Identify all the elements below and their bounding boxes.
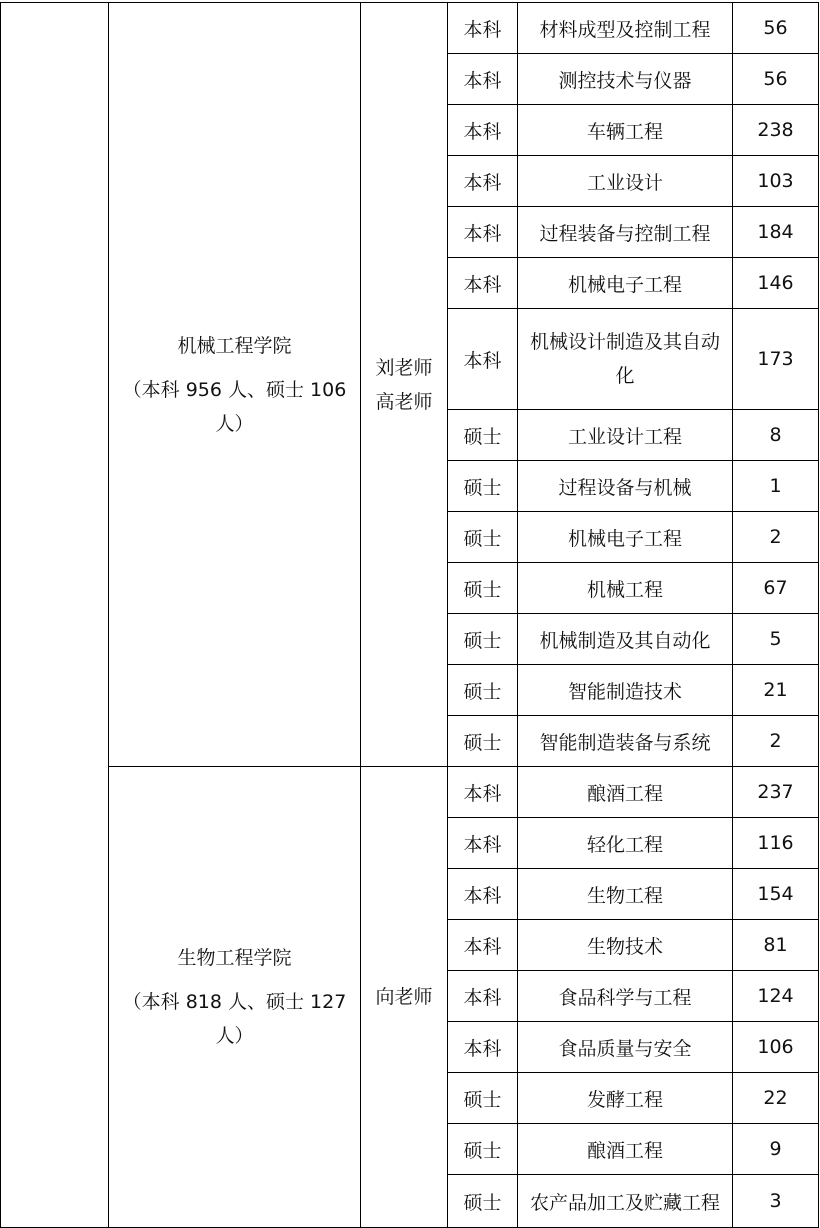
major-cell: 智能制造装备与系统 [518, 716, 733, 767]
count-cell: 56 [733, 54, 819, 105]
degree-cell: 本科 [448, 920, 518, 971]
major-cell: 过程设备与机械 [518, 461, 733, 512]
count-cell: 124 [733, 971, 819, 1022]
count-cell: 146 [733, 258, 819, 309]
major-cell: 机械电子工程 [518, 512, 733, 563]
degree-cell: 硕士 [448, 410, 518, 461]
degree-cell: 硕士 [448, 1124, 518, 1175]
major-cell: 酿酒工程 [518, 1124, 733, 1175]
major-cell: 机械电子工程 [518, 258, 733, 309]
count-cell: 106 [733, 1022, 819, 1073]
degree-cell: 本科 [448, 156, 518, 207]
major-cell: 食品质量与安全 [518, 1022, 733, 1073]
contact-cell [361, 767, 448, 1228]
degree-cell: 本科 [448, 309, 518, 410]
count-cell: 173 [733, 309, 819, 410]
count-cell: 3 [733, 1175, 819, 1228]
count-cell: 67 [733, 563, 819, 614]
major-cell: 食品科学与工程 [518, 971, 733, 1022]
major-cell: 轻化工程 [518, 818, 733, 869]
major-cell: 酿酒工程 [518, 767, 733, 818]
count-cell: 237 [733, 767, 819, 818]
degree-cell: 硕士 [448, 716, 518, 767]
major-name: 机械设计制造及其自动化 [529, 331, 720, 387]
table-row [1, 767, 819, 818]
count-cell: 238 [733, 105, 819, 156]
college-cell [109, 767, 361, 1228]
count-cell: 2 [733, 512, 819, 563]
degree-cell: 硕士 [448, 1073, 518, 1124]
count-cell: 5 [733, 614, 819, 665]
count-cell: 116 [733, 818, 819, 869]
degree-cell: 硕士 [448, 563, 518, 614]
count-cell: 21 [733, 665, 819, 716]
enrollment-table-body [1, 3, 819, 1228]
contact-name: 高老师 [375, 390, 433, 413]
contact-name: 向老师 [375, 986, 433, 1008]
count-cell: 154 [733, 869, 819, 920]
college-name: 机械工程学院 [177, 334, 292, 357]
count-cell: 56 [733, 3, 819, 54]
major-cell: 生物工程 [518, 869, 733, 920]
count-cell: 81 [733, 920, 819, 971]
major-cell: 材料成型及控制工程 [518, 3, 733, 54]
blank-category-cell [1, 3, 109, 1228]
major-cell: 智能制造技术 [518, 665, 733, 716]
table-row [1, 3, 819, 54]
degree-cell: 本科 [448, 207, 518, 258]
major-cell: 发酵工程 [518, 1073, 733, 1124]
count-cell: 184 [733, 207, 819, 258]
college-summary: （本科 956 人、硕士 106 人） [122, 378, 347, 435]
major-cell [518, 309, 733, 410]
degree-cell: 硕士 [448, 461, 518, 512]
major-cell: 机械制造及其自动化 [518, 614, 733, 665]
degree-cell: 硕士 [448, 1175, 518, 1228]
contact-cell [361, 3, 448, 767]
degree-cell: 本科 [448, 767, 518, 818]
major-cell: 机械工程 [518, 563, 733, 614]
degree-cell: 硕士 [448, 614, 518, 665]
college-summary: （本科 818 人、硕士 127 人） [122, 991, 347, 1047]
count-cell: 103 [733, 156, 819, 207]
degree-cell: 本科 [448, 971, 518, 1022]
major-cell: 车辆工程 [518, 105, 733, 156]
major-cell: 工业设计 [518, 156, 733, 207]
count-cell: 8 [733, 410, 819, 461]
degree-cell: 本科 [448, 818, 518, 869]
degree-cell: 硕士 [448, 665, 518, 716]
college-name: 生物工程学院 [177, 947, 292, 969]
major-cell: 农产品加工及贮藏工程 [518, 1175, 733, 1228]
contact-name: 刘老师 [375, 356, 433, 379]
major-cell: 生物技术 [518, 920, 733, 971]
degree-cell: 本科 [448, 869, 518, 920]
count-cell: 9 [733, 1124, 819, 1175]
enrollment-table [0, 2, 819, 1228]
degree-cell: 本科 [448, 1022, 518, 1073]
count-cell: 22 [733, 1073, 819, 1124]
degree-cell: 本科 [448, 105, 518, 156]
major-cell: 工业设计工程 [518, 410, 733, 461]
count-cell: 1 [733, 461, 819, 512]
degree-cell: 本科 [448, 3, 518, 54]
degree-cell: 本科 [448, 54, 518, 105]
major-cell: 测控技术与仪器 [518, 54, 733, 105]
count-cell: 2 [733, 716, 819, 767]
degree-cell: 硕士 [448, 512, 518, 563]
degree-cell: 本科 [448, 258, 518, 309]
college-cell [109, 3, 361, 767]
major-cell: 过程装备与控制工程 [518, 207, 733, 258]
